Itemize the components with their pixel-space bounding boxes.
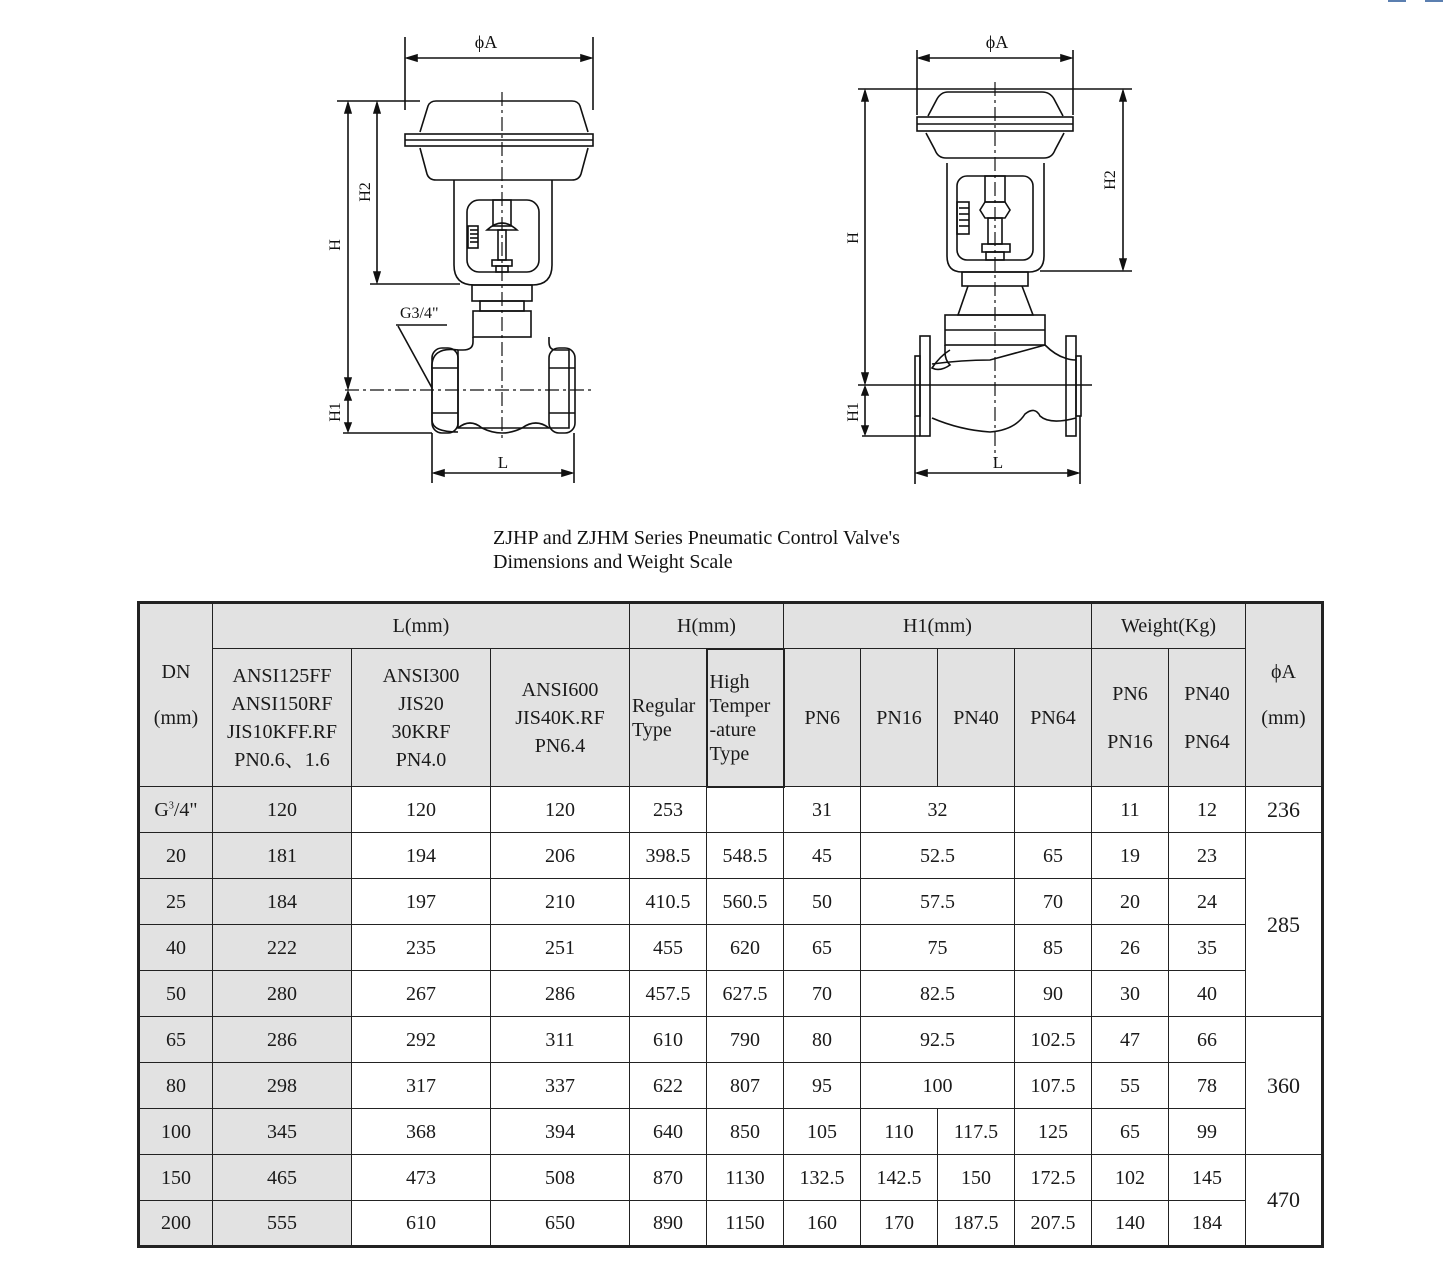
header-h1-pn6: PN6	[784, 649, 861, 787]
cell-weight-2: 184	[1169, 1201, 1246, 1247]
cell-weight-2: 12	[1169, 787, 1246, 833]
cell-h1-pn16: 110	[861, 1109, 938, 1155]
cell-h-high: 790	[707, 1017, 784, 1063]
header-l-col-2: ANSI300 JIS20 30KRF PN4.0	[352, 649, 491, 787]
cell-h1-pn16: 170	[861, 1201, 938, 1247]
cell-h-high: 548.5	[707, 833, 784, 879]
table-caption	[493, 526, 900, 574]
cell-phiA: 470	[1246, 1155, 1323, 1247]
cell-phiA: 360	[1246, 1017, 1323, 1155]
cell-l1: 184	[213, 879, 352, 925]
cell-h-regular: 457.5	[630, 971, 707, 1017]
threaded-valve-drawing	[320, 20, 620, 490]
cell-h-regular: 398.5	[630, 833, 707, 879]
cell-h1-pn16-pn40: 52.5	[861, 833, 1015, 879]
cell-h1-pn6: 95	[784, 1063, 861, 1109]
cell-l1: 181	[213, 833, 352, 879]
caption-line-1: ZJHP and ZJHM Series Pneumatic Control Valve's	[493, 527, 900, 549]
cell-l1: 280	[213, 971, 352, 1017]
cell-weight-2: 24	[1169, 879, 1246, 925]
cell-h-regular: 410.5	[630, 879, 707, 925]
H1-label: H1	[327, 402, 344, 422]
cell-weight-2: 40	[1169, 971, 1246, 1017]
cell-dn: 25	[139, 879, 213, 925]
thread-label: G3/4"	[400, 305, 439, 322]
table-row	[139, 971, 1323, 1017]
header-dn: DN (mm)	[139, 603, 213, 787]
cell-h-regular: 455	[630, 925, 707, 971]
cell-phiA: 285	[1246, 833, 1323, 1017]
cell-l1: 298	[213, 1063, 352, 1109]
cell-phiA: 236	[1246, 787, 1323, 833]
cell-l2: 194	[352, 833, 491, 879]
cell-h-high	[707, 787, 784, 833]
cell-dn: 100	[139, 1109, 213, 1155]
header-weight-pn40-pn64: PN40 PN64	[1169, 649, 1246, 787]
flanged-valve-drawing	[840, 20, 1140, 490]
dimensions-weight-table	[137, 601, 1324, 1248]
H1-label: H1	[845, 402, 862, 422]
cell-h1-pn6: 70	[784, 971, 861, 1017]
header-h-group: H(mm)	[630, 603, 784, 649]
table-row	[139, 1155, 1323, 1201]
cell-h1-pn40: 150	[938, 1155, 1015, 1201]
cell-h1-pn6: 31	[784, 787, 861, 833]
cell-l3: 210	[491, 879, 630, 925]
table-row	[139, 1017, 1323, 1063]
cell-dn: 20	[139, 833, 213, 879]
cell-h1-pn6: 105	[784, 1109, 861, 1155]
phiA-label: ϕA	[474, 32, 498, 52]
cell-weight-1: 47	[1092, 1017, 1169, 1063]
cell-weight-1: 65	[1092, 1109, 1169, 1155]
cell-weight-2: 145	[1169, 1155, 1246, 1201]
cell-h1-pn64: 90	[1015, 971, 1092, 1017]
cell-l2: 368	[352, 1109, 491, 1155]
cell-l2: 610	[352, 1201, 491, 1247]
cell-l1: 345	[213, 1109, 352, 1155]
header-phiA: ϕA (mm)	[1246, 603, 1323, 787]
H-label: H	[845, 232, 862, 244]
cell-h-high: 627.5	[707, 971, 784, 1017]
cell-h1-pn6: 45	[784, 833, 861, 879]
cell-l2: 267	[352, 971, 491, 1017]
table-row	[139, 879, 1323, 925]
cell-weight-1: 30	[1092, 971, 1169, 1017]
cell-weight-1: 20	[1092, 879, 1169, 925]
L-label: L	[992, 453, 1004, 472]
cell-l3: 311	[491, 1017, 630, 1063]
cell-h1-pn64: 85	[1015, 925, 1092, 971]
cell-h1-pn16-pn40: 75	[861, 925, 1015, 971]
cell-h1-pn16-pn40: 82.5	[861, 971, 1015, 1017]
cell-weight-1: 140	[1092, 1201, 1169, 1247]
cell-h1-pn6: 132.5	[784, 1155, 861, 1201]
header-l-group: L(mm)	[213, 603, 630, 649]
cell-h1-pn6: 80	[784, 1017, 861, 1063]
header-h1-pn16: PN16	[861, 649, 938, 787]
cell-h-regular: 890	[630, 1201, 707, 1247]
cell-weight-1: 26	[1092, 925, 1169, 971]
header-h-regular: Regular Type	[630, 649, 707, 787]
cell-l2: 292	[352, 1017, 491, 1063]
table-row	[139, 1201, 1323, 1247]
cell-h1-pn6: 160	[784, 1201, 861, 1247]
cell-dn: 150	[139, 1155, 213, 1201]
cell-l2: 120	[352, 787, 491, 833]
cell-h1-pn6: 50	[784, 879, 861, 925]
cell-weight-1: 19	[1092, 833, 1169, 879]
H2-label: H2	[1102, 170, 1119, 190]
header-h-high-temp: High Temper -ature Type	[707, 649, 784, 787]
cell-dn: $G^3/4$"	[139, 787, 213, 833]
cell-l1: 555	[213, 1201, 352, 1247]
cell-h1-pn64: 70	[1015, 879, 1092, 925]
cell-l1: 286	[213, 1017, 352, 1063]
cell-dn: 50	[139, 971, 213, 1017]
cell-l2: 473	[352, 1155, 491, 1201]
header-weight-pn6-pn16: PN6 PN16	[1092, 649, 1169, 787]
H2-label: H2	[357, 182, 374, 202]
table-row	[139, 1063, 1323, 1109]
header-l-col-1: ANSI125FF ANSI150RF JIS10KFF.RF PN0.6、1.6	[213, 649, 352, 787]
cell-dn: 65	[139, 1017, 213, 1063]
cell-h1-pn40: 187.5	[938, 1201, 1015, 1247]
cell-h-high: 560.5	[707, 879, 784, 925]
cell-l2: 197	[352, 879, 491, 925]
header-h1-pn40: PN40	[938, 649, 1015, 787]
cell-h1-pn16-pn40: 32	[861, 787, 1015, 833]
table-row	[139, 787, 1323, 833]
cell-weight-2: 78	[1169, 1063, 1246, 1109]
cell-l2: 235	[352, 925, 491, 971]
cell-dn: 200	[139, 1201, 213, 1247]
H-label: H	[327, 239, 344, 251]
cell-l1: 222	[213, 925, 352, 971]
cell-l3: 650	[491, 1201, 630, 1247]
cell-weight-2: 23	[1169, 833, 1246, 879]
cell-h-high: 850	[707, 1109, 784, 1155]
cell-h1-pn64: 172.5	[1015, 1155, 1092, 1201]
header-h1-pn64: PN64	[1015, 649, 1092, 787]
cell-h1-pn64: 107.5	[1015, 1063, 1092, 1109]
cell-l1: 120	[213, 787, 352, 833]
cell-l3: 120	[491, 787, 630, 833]
cell-h1-pn40: 117.5	[938, 1109, 1015, 1155]
cell-dn: 80	[139, 1063, 213, 1109]
cell-l3: 508	[491, 1155, 630, 1201]
phiA-label: ϕA	[985, 32, 1009, 52]
cell-weight-1: 11	[1092, 787, 1169, 833]
cell-l3: 286	[491, 971, 630, 1017]
table-row	[139, 925, 1323, 971]
cell-weight-2: 99	[1169, 1109, 1246, 1155]
cell-h1-pn16-pn40: 100	[861, 1063, 1015, 1109]
cell-l3: 206	[491, 833, 630, 879]
window-edge-marks	[1380, 0, 1450, 4]
cell-h-regular: 870	[630, 1155, 707, 1201]
cell-l3: 251	[491, 925, 630, 971]
cell-weight-2: 66	[1169, 1017, 1246, 1063]
cell-h-regular: 253	[630, 787, 707, 833]
cell-h1-pn64: 102.5	[1015, 1017, 1092, 1063]
cell-h-high: 620	[707, 925, 784, 971]
cell-h-regular: 622	[630, 1063, 707, 1109]
table-row	[139, 1109, 1323, 1155]
header-weight-group: Weight(Kg)	[1092, 603, 1246, 649]
header-h1-group: H1(mm)	[784, 603, 1092, 649]
cell-h-high: 807	[707, 1063, 784, 1109]
cell-h1-pn16-pn40: 92.5	[861, 1017, 1015, 1063]
caption-line-2: Dimensions and Weight Scale	[493, 551, 733, 573]
table-row	[139, 833, 1323, 879]
cell-h1-pn64: 207.5	[1015, 1201, 1092, 1247]
cell-h-high: 1150	[707, 1201, 784, 1247]
cell-dn: 40	[139, 925, 213, 971]
cell-l3: 337	[491, 1063, 630, 1109]
cell-h1-pn16: 142.5	[861, 1155, 938, 1201]
cell-l3: 394	[491, 1109, 630, 1155]
cell-h-regular: 640	[630, 1109, 707, 1155]
cell-h-high: 1130	[707, 1155, 784, 1201]
cell-h1-pn64: 125	[1015, 1109, 1092, 1155]
cell-l2: 317	[352, 1063, 491, 1109]
cell-weight-1: 102	[1092, 1155, 1169, 1201]
cell-h1-pn6: 65	[784, 925, 861, 971]
cell-h1-pn64	[1015, 787, 1092, 833]
cell-weight-1: 55	[1092, 1063, 1169, 1109]
cell-h-regular: 610	[630, 1017, 707, 1063]
cell-l1: 465	[213, 1155, 352, 1201]
header-l-col-3: ANSI600 JIS40K.RF PN6.4	[491, 649, 630, 787]
cell-h1-pn16-pn40: 57.5	[861, 879, 1015, 925]
L-label: L	[497, 453, 509, 472]
cell-h1-pn64: 65	[1015, 833, 1092, 879]
cell-weight-2: 35	[1169, 925, 1246, 971]
